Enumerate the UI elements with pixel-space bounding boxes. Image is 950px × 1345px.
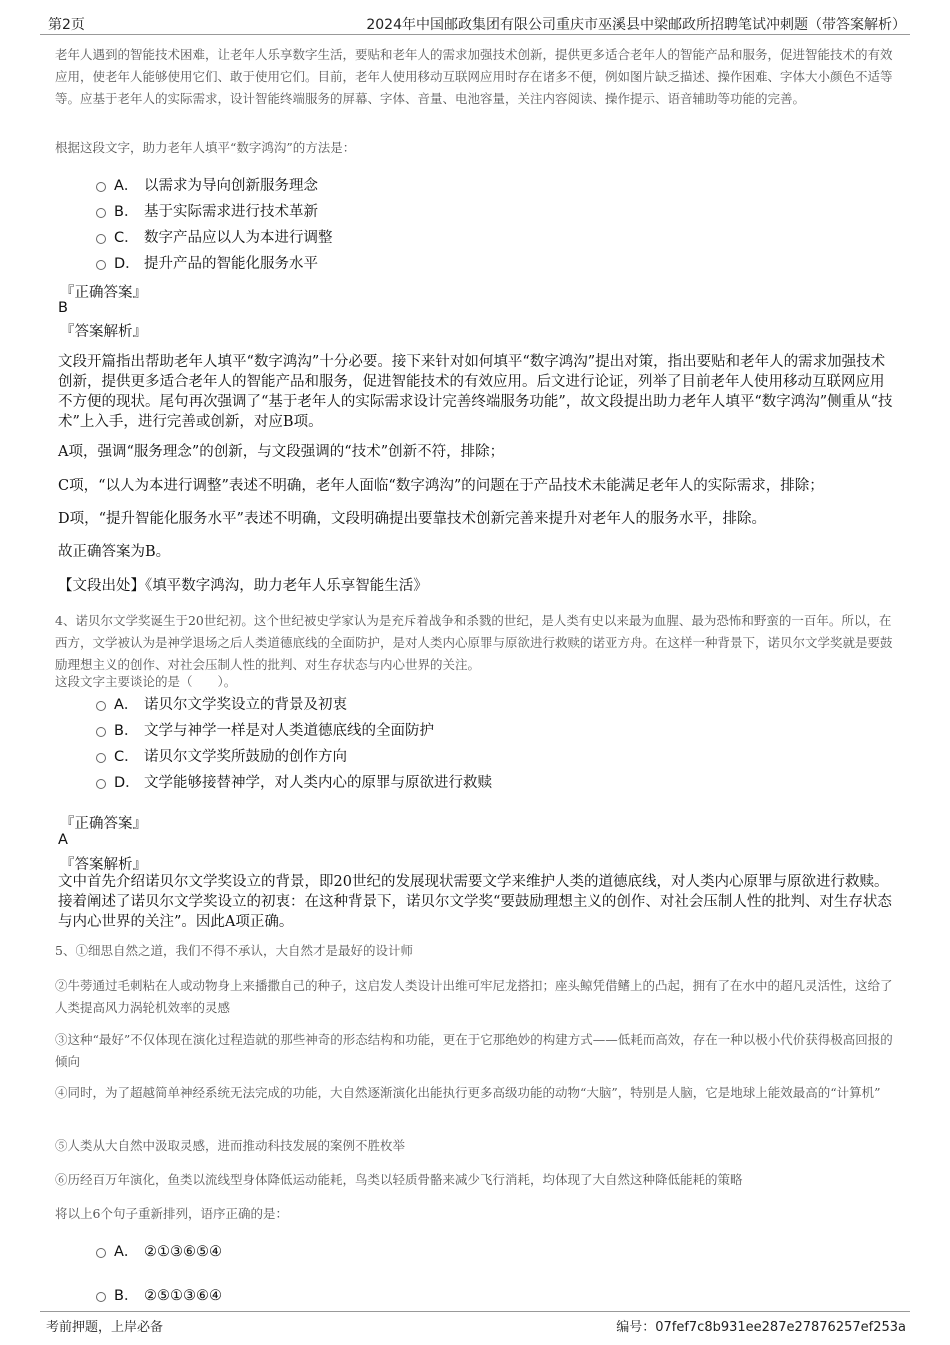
q4-option-c[interactable]: C． 诺贝尔文学奖所鼓励的创作方向 — [96, 745, 347, 767]
document-title: 2024年中国邮政集团有限公司重庆市巫溪县中梁邮政所招聘笔试冲刺题（带答案解析） — [366, 17, 906, 33]
q5-option-b[interactable]: B． ②⑤①③⑥④ — [96, 1284, 222, 1306]
q3-conclusion: 故正确答案为B。 — [58, 544, 171, 560]
q3-passage: 老年人遇到的智能技术困难，让老年人乐享数字生活，要贴和老年人的需求加强技术创新，提供更多适合老年人的智能产品和服务，促进智能技术的有效应用，使老年人能够使用它们、敢于使用它们。目前，老年人使用移动互联网应用时存在诸多不便，例如图片缺乏描述、操作困难、字体大小颜色不适等等。应基于老年人的实际需求，设计智能终端服务的屏幕、字体、音量、电池容量，关注内容阅读、操作提示、语音辅助等功能的完善。 — [55, 47, 893, 106]
q4-analysis-label: 『答案解析』 — [60, 857, 147, 873]
radio-icon[interactable] — [96, 182, 106, 192]
page-header — [40, 12, 910, 35]
document-id: 编号：07fef7c8b931ee287e27876257ef253a — [616, 1320, 906, 1335]
q3-analysis-label: 『答案解析』 — [60, 324, 147, 340]
q3-answer: B — [58, 300, 68, 316]
q3-analysis-main: 文段开篇指出帮助老年人填平“数字鸿沟”十分必要。接下来针对如何填平“数字鸿沟”提出对策，指出要贴和老年人的需求加强技术创新，提供更多适合老年人的智能产品和服务，促进智能技术的有效应用。后文进行论证，列举了目前老年人使用移动互联网应用不方便的现状。尾句再次强调了“基于老年人的实际需求设计完善终端服务功能”，故文段提出助力老年人填平“数字鸿沟”侧重从“技术”上入手，进行完善或创新，对应B项。 — [58, 354, 893, 430]
q3-analysis-d: D项，“提升智能化服务水平”表述不明确，文段明确提出要靠技术创新完善来提升对老年人的服务水平，排除。 — [58, 511, 766, 527]
q3-question: 根据这段文字，助力老年人填平“数字鸿沟”的方法是： — [55, 140, 356, 155]
radio-icon[interactable] — [96, 260, 106, 270]
q5-question: 将以上6个句子重新排列，语序正确的是： — [55, 1206, 288, 1221]
q4-option-a[interactable]: A． 诺贝尔文学奖设立的背景及初衷 — [96, 693, 347, 715]
radio-icon[interactable] — [96, 727, 106, 737]
q4-analysis: 文中首先介绍诺贝尔文学奖设立的背景，即20世纪的发展现状需要文学来维护人类的道德底线，对人类内心原罪与原欲进行救赎。接着阐述了诺贝尔文学奖设立的初衷：在这种背景下，诺贝尔文学奖“要鼓励理想主义的创作、对社会压制人性的批判、对生存状态与内心世界的关注”。因此A项正确。 — [58, 874, 892, 930]
radio-icon[interactable] — [96, 779, 106, 789]
q4-option-b[interactable]: B． 文学与神学一样是对人类道德底线的全面防护 — [96, 719, 434, 741]
q3-option-b[interactable]: B． 基于实际需求进行技术革新 — [96, 200, 318, 222]
q4-option-d[interactable]: D． 文学能够接替神学，对人类内心的原罪与原欲进行救赎 — [96, 771, 492, 793]
radio-icon[interactable] — [96, 208, 106, 218]
q5-sentence-2: ②牛蒡通过毛刺粘在人或动物身上来播撒自己的种子，这启发人类设计出维可牢尼龙搭扣；座头鲸凭借鳍上的凸起，拥有了在水中的超凡灵活性，这给了人类提高风力涡轮机效率的灵感 — [55, 978, 893, 1015]
q3-option-c[interactable]: C． 数字产品应以人为本进行调整 — [96, 226, 333, 248]
q5-sentence-6: ⑥历经百万年演化，鱼类以流线型身体降低运动能耗，鸟类以轻质骨骼来减少飞行消耗，均体现了大自然这种降低能耗的策略 — [55, 1172, 743, 1187]
q5-sentence-3: ③这种“最好”不仅体现在演化过程造就的那些神奇的形态结构和功能，更在于它那绝妙的构建方式——低耗而高效，存在一种以极小代价获得极高回报的倾向 — [55, 1032, 893, 1069]
q3-answer-label: 『正确答案』 — [60, 285, 147, 301]
page-footer — [40, 1311, 910, 1338]
page-number: 第2页 — [48, 17, 85, 33]
q4-answer-label: 『正确答案』 — [60, 816, 147, 832]
q4-passage: 4、诺贝尔文学奖诞生于20世纪初。这个世纪被史学家认为是充斥着战争和杀戮的世纪，是人类有史以来最为血腥、最为恐怖和野蛮的一百年。所以，在西方，文学被认为是神学退场之后人类道德底线的全面防护，是对人类内心原罪与原欲进行救赎的诺亚方舟。在这样一种背景下，诺贝尔文学奖就是要鼓励理想主义的创作、对社会压制人性的批判、对生存状态与内心世界的关注。 — [55, 613, 893, 672]
q3-option-a[interactable]: A． 以需求为导向创新服务理念 — [96, 174, 318, 196]
q3-analysis-a: A项，强调“服务理念”的创新，与文段强调的“技术”创新不符，排除； — [58, 444, 505, 460]
q5-sentence-1: 5、①细思自然之道，我们不得不承认，大自然才是最好的设计师 — [55, 943, 413, 958]
q3-option-d[interactable]: D． 提升产品的智能化服务水平 — [96, 252, 318, 274]
radio-icon[interactable] — [96, 234, 106, 244]
q3-source: 【文段出处】《填平数字鸿沟，助力老年人乐享智能生活》 — [58, 578, 428, 594]
q5-option-a[interactable]: A． ②①③⑥⑤④ — [96, 1240, 222, 1262]
radio-icon[interactable] — [96, 1248, 106, 1258]
radio-icon[interactable] — [96, 753, 106, 763]
q5-sentence-5: ⑤人类从大自然中汲取灵感，进而推动科技发展的案例不胜枚举 — [55, 1138, 406, 1153]
radio-icon[interactable] — [96, 701, 106, 711]
radio-icon[interactable] — [96, 1292, 106, 1302]
q4-question: 这段文字主要谈论的是（ ）。 — [55, 674, 237, 689]
q3-analysis-c: C项，“以人为本进行调整”表述不明确，老年人面临“数字鸿沟”的问题在于产品技术未能满足老年人的实际需求，排除； — [58, 478, 824, 494]
q4-answer: A — [58, 832, 68, 848]
q5-sentence-4: ④同时，为了超越简单神经系统无法完成的功能，大自然逐渐演化出能执行更多高级功能的动物“大脑”，特别是人脑，它是地球上能效最高的“计算机” — [55, 1085, 881, 1100]
footer-slogan: 考前押题，上岸必备 — [46, 1320, 164, 1335]
